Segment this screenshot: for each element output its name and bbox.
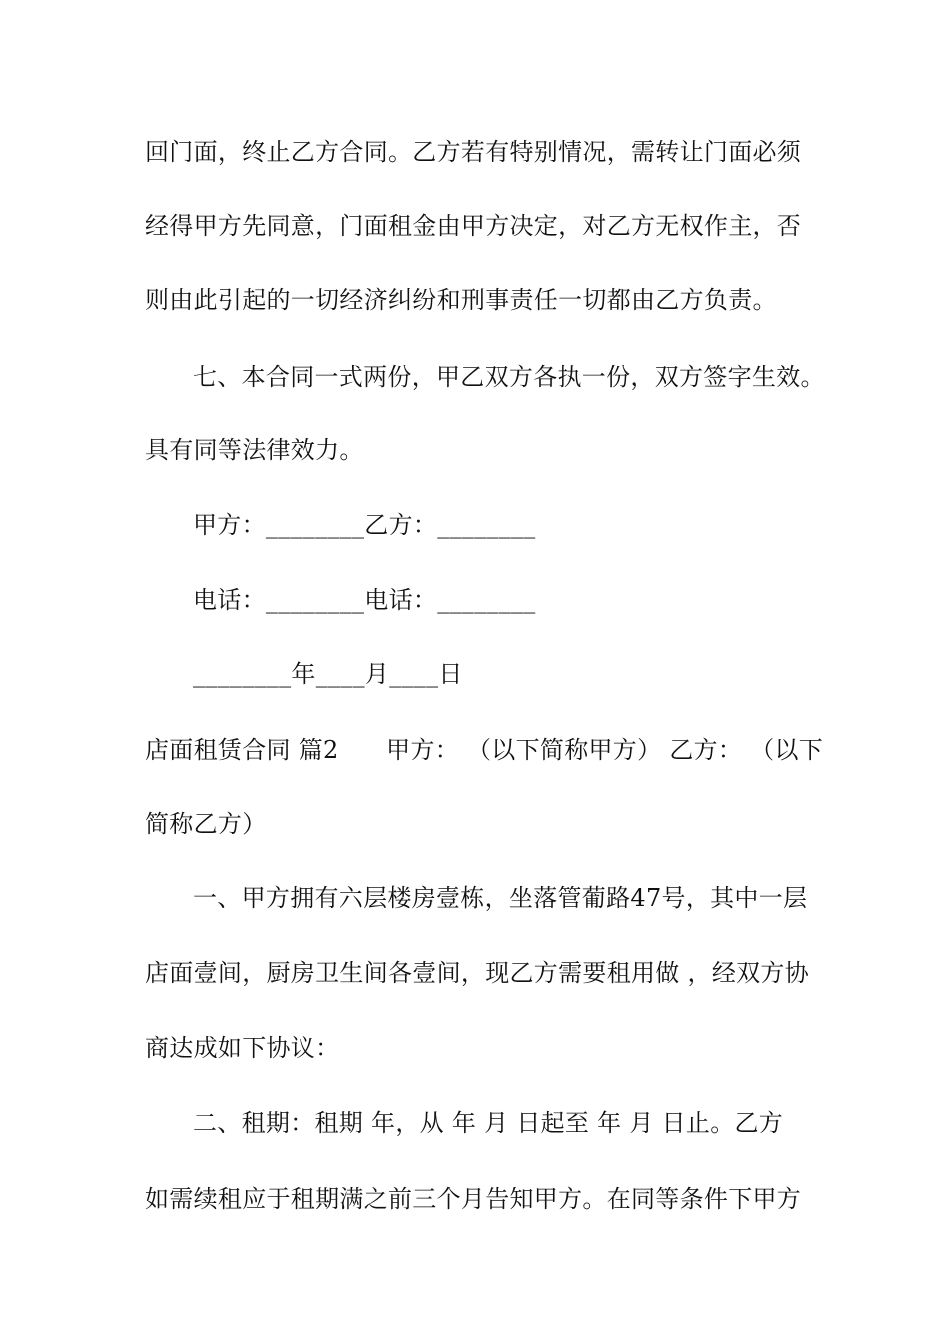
paragraph-line: 商达成如下协议： <box>145 1034 340 1062</box>
party-signature-line: 甲方：________乙方：________ <box>193 511 536 539</box>
paragraph-line: 经得甲方先同意，门面租金由甲方决定，对乙方无权作主，否 <box>145 212 802 240</box>
clause-two-line: 二、租期：租期 年，从 年 月 日起至 年 月 日止。乙方 <box>193 1109 784 1137</box>
paragraph-line: 如需续租应于租期满之前三个月告知甲方。在同等条件下甲方 <box>145 1185 802 1213</box>
paragraph-line: 简称乙方） <box>145 810 267 838</box>
paragraph-line: 具有同等法律效力。 <box>145 436 364 464</box>
paragraph-line: 店面壹间，厨房卫生间各壹间，现乙方需要租用做 ，经双方协 <box>145 959 810 987</box>
paragraph-line: 回门面，终止乙方合同。乙方若有特别情况，需转让门面必须 <box>145 138 802 166</box>
contract-title-line: 店面租赁合同 篇2 甲方： （以下简称甲方） 乙方： （以下 <box>145 736 824 764</box>
date-line: ________年____月____日 <box>193 660 463 688</box>
clause-one-line: 一、甲方拥有六层楼房壹栋，坐落管葡路47号，其中一层 <box>193 884 808 912</box>
phone-line: 电话：________电话：________ <box>193 586 536 614</box>
clause-seven-line: 七、本合同一式两份，甲乙双方各执一份，双方签字生效。 <box>193 363 825 391</box>
paragraph-line: 则由此引起的一切经济纠纷和刑事责任一切都由乙方负责。 <box>145 286 777 314</box>
